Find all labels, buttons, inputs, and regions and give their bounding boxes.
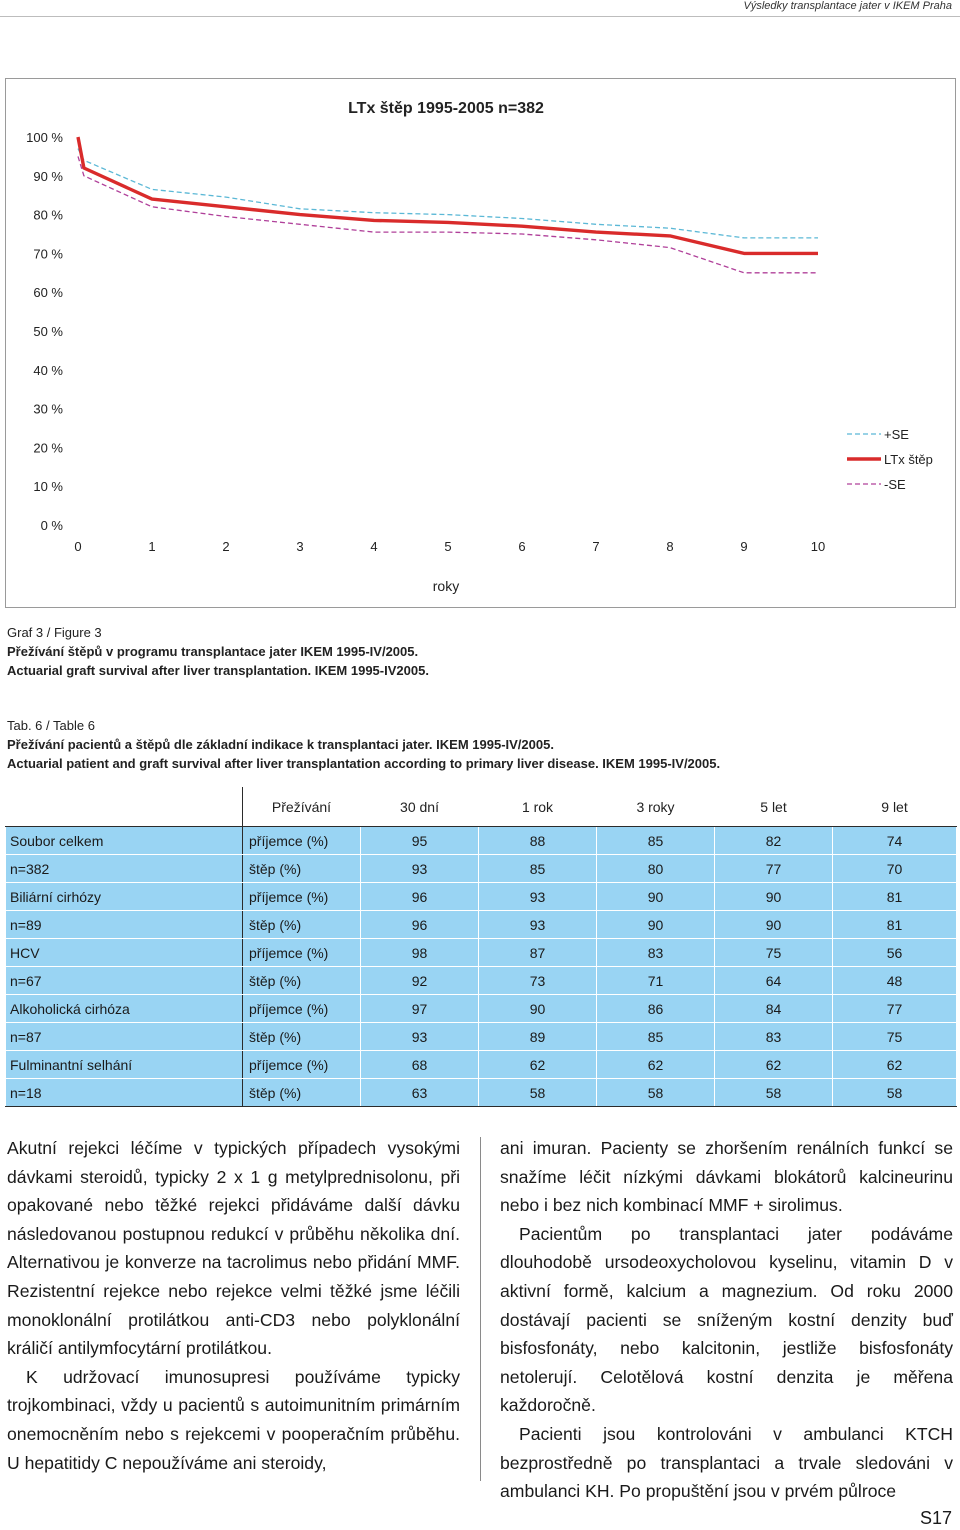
value-cell: 64 <box>715 967 833 995</box>
measure-cell: příjemce (%) <box>243 995 361 1023</box>
header-cell: 30 dní <box>361 788 479 827</box>
value-cell: 58 <box>715 1079 833 1107</box>
x-tick-label: 0 <box>74 539 82 554</box>
table-label: Tab. 6 / Table 6 <box>7 718 95 733</box>
paragraph: K udržovací imunosupresi používáme typicky trojkombinaci, vždy u pacientů s autoimunitním primárním onemocněním nebo s rejekcemi v pooperačním průběhu. U hepatitidy C nepoužíváme ani steroidy, <box>7 1366 460 1473</box>
header-cell <box>6 788 243 827</box>
x-axis-label: roky <box>432 578 460 594</box>
legend-label: +SE <box>884 427 909 442</box>
table-row <box>6 1051 957 1079</box>
value-cell: 68 <box>361 1051 479 1079</box>
value-cell: 58 <box>833 1079 957 1107</box>
value-cell: 71 <box>597 967 715 995</box>
chart-frame <box>5 78 956 608</box>
y-tick-label: 20 % <box>33 440 63 456</box>
survival-chart <box>6 79 955 607</box>
measure-cell: štěp (%) <box>243 1023 361 1051</box>
x-tick-label: 2 <box>222 539 230 554</box>
value-cell: 84 <box>715 995 833 1023</box>
row-label-cell: n=87 <box>6 1023 243 1051</box>
value-cell: 75 <box>833 1023 957 1051</box>
figure-title-cz: Přežívání štěpů v programu transplantace jater IKEM 1995-IV/2005. <box>7 644 419 659</box>
body-column-right <box>500 1134 953 1506</box>
value-cell: 92 <box>361 967 479 995</box>
row-label-cell: n=18 <box>6 1079 243 1107</box>
body-column-left <box>7 1134 460 1477</box>
table-row <box>6 1023 957 1051</box>
survival-table <box>5 787 957 1107</box>
value-cell: 85 <box>597 827 715 855</box>
y-tick-label: 40 % <box>33 362 63 378</box>
table-row <box>6 883 957 911</box>
table-row <box>6 967 957 995</box>
table-row <box>6 855 957 883</box>
x-tick-label: 9 <box>740 539 748 554</box>
value-cell: 90 <box>479 995 597 1023</box>
value-cell: 58 <box>597 1079 715 1107</box>
chart-title: LTx štěp 1995-2005 n=382 <box>348 100 544 117</box>
measure-cell: příjemce (%) <box>243 939 361 967</box>
paragraph: Pacientům po transplantaci jater podáváme dlouhodobě ursodeoxycholovou kyselinu, vitamin D v aktivní formě, kalcium a magnezium. Od roku 2000 dostávají pacienti se sníženým kostní denzity buď bisfosfonáty, nebo kalcitonin, jestliže bisfosfonáty netolerují. Celotělová kostní denzita je měřena každoročně. <box>500 1223 953 1416</box>
y-tick-label: 50 % <box>33 324 63 339</box>
column-rule <box>480 1137 481 1481</box>
row-label-cell: HCV <box>6 939 243 967</box>
table-title-cz: Přežívání pacientů a štěpů dle základní indikace k transplantaci jater. IKEM 1995-IV/2005. <box>7 737 554 752</box>
table-title-en: Actuarial patient and graft survival after liver transplantation according to primary liver disease. IKEM 1995-IV/2005. <box>7 756 721 771</box>
measure-cell: štěp (%) <box>243 1079 361 1107</box>
x-tick-label: 6 <box>518 539 526 554</box>
header-rule <box>0 16 960 17</box>
measure-cell: štěp (%) <box>243 855 361 883</box>
page-number: S17 <box>919 1508 952 1528</box>
value-cell: 96 <box>361 911 479 939</box>
value-cell: 96 <box>361 883 479 911</box>
y-tick-label: 100 % <box>26 130 63 145</box>
value-cell: 85 <box>479 855 597 883</box>
row-label-cell: n=67 <box>6 967 243 995</box>
value-cell: 81 <box>833 911 957 939</box>
value-cell: 98 <box>361 939 479 967</box>
value-cell: 82 <box>715 827 833 855</box>
y-tick-label: 10 % <box>33 479 63 495</box>
table-row <box>6 827 957 855</box>
value-cell: 74 <box>833 827 957 855</box>
paragraph: ani imuran. Pacienty se zhoršením renálních funkcí se snažíme léčit nízkými dávkami blokátorů kalcineurinu nebo i bez nich kombinací MMF + sirolimus. <box>500 1138 953 1216</box>
table-header-row <box>6 788 957 827</box>
value-cell: 85 <box>597 1023 715 1051</box>
header-cell: 9 let <box>833 788 957 827</box>
table-caption <box>7 716 720 773</box>
y-tick-label: 80 % <box>33 207 63 223</box>
x-tick-label: 10 <box>810 539 826 554</box>
row-label-cell: Biliární cirhózy <box>6 883 243 911</box>
value-cell: 62 <box>715 1051 833 1079</box>
legend-label: -SE <box>884 477 906 492</box>
value-cell: 77 <box>833 995 957 1023</box>
legend-label: LTx štěp <box>884 452 933 467</box>
measure-cell: štěp (%) <box>243 911 361 939</box>
value-cell: 62 <box>479 1051 597 1079</box>
y-tick-label: 30 % <box>33 401 63 417</box>
value-cell: 88 <box>479 827 597 855</box>
value-cell: 62 <box>597 1051 715 1079</box>
row-label-cell: n=382 <box>6 855 243 883</box>
measure-cell: příjemce (%) <box>243 1051 361 1079</box>
x-tick-label: 5 <box>444 539 452 554</box>
value-cell: 93 <box>361 1023 479 1051</box>
x-tick-label: 8 <box>666 539 674 554</box>
table-row <box>6 995 957 1023</box>
table-row <box>6 911 957 939</box>
series-line-0 <box>78 149 818 238</box>
y-tick-label: 0 % <box>40 518 63 533</box>
paragraph: Pacienti jsou kontrolováni v ambulanci KTCH bezprostředně po transplantaci a trvale sledováni v ambulanci KH. Po propuštění jsou v prvém půlroce <box>500 1423 953 1502</box>
value-cell: 93 <box>479 883 597 911</box>
row-label-cell: n=89 <box>6 911 243 939</box>
value-cell: 87 <box>479 939 597 967</box>
value-cell: 97 <box>361 995 479 1023</box>
figure-caption <box>7 623 429 680</box>
value-cell: 89 <box>479 1023 597 1051</box>
value-cell: 90 <box>597 911 715 939</box>
x-tick-label: 3 <box>296 539 304 554</box>
y-tick-label: 90 % <box>33 168 63 184</box>
value-cell: 83 <box>597 939 715 967</box>
x-tick-label: 1 <box>148 539 156 554</box>
header-cell: 1 rok <box>479 788 597 827</box>
value-cell: 95 <box>361 827 479 855</box>
value-cell: 73 <box>479 967 597 995</box>
value-cell: 56 <box>833 939 957 967</box>
value-cell: 93 <box>479 911 597 939</box>
running-head: Výsledky transplantace jater v IKEM Praha <box>743 0 952 12</box>
row-label-cell: Soubor celkem <box>6 827 243 855</box>
x-tick-label: 4 <box>370 539 378 554</box>
value-cell: 48 <box>833 967 957 995</box>
value-cell: 58 <box>479 1079 597 1107</box>
header-cell: 3 roky <box>597 788 715 827</box>
measure-cell: štěp (%) <box>243 967 361 995</box>
figure-title-en: Actuarial graft survival after liver transplantation. IKEM 1995-IV2005. <box>7 663 429 678</box>
value-cell: 70 <box>833 855 957 883</box>
y-tick-label: 70 % <box>33 246 63 262</box>
value-cell: 83 <box>715 1023 833 1051</box>
value-cell: 80 <box>597 855 715 883</box>
series-line-1 <box>78 137 818 253</box>
value-cell: 75 <box>715 939 833 967</box>
x-tick-label: 7 <box>592 539 600 554</box>
value-cell: 77 <box>715 855 833 883</box>
y-tick-label: 60 % <box>33 285 63 301</box>
value-cell: 90 <box>597 883 715 911</box>
table-row <box>6 1079 957 1107</box>
value-cell: 93 <box>361 855 479 883</box>
value-cell: 86 <box>597 995 715 1023</box>
row-label-cell: Fulminantní selhání <box>6 1051 243 1079</box>
row-label-cell: Alkoholická cirhóza <box>6 995 243 1023</box>
measure-cell: příjemce (%) <box>243 883 361 911</box>
value-cell: 62 <box>833 1051 957 1079</box>
measure-cell: příjemce (%) <box>243 827 361 855</box>
header-cell: 5 let <box>715 788 833 827</box>
table-row <box>6 939 957 967</box>
paragraph: Akutní rejekci léčíme v typických případech vysokými dávkami steroidů, typicky 2 x 1 g metylprednisolonu, při opakované nebo těžké rejekci přidáváme další dávku následovanou postupnou redukcí v průběhu několika dní. Alternativou je konverze na tacrolimus nebo přidání MMF. Rezistentní rejekce nebo rejekce velmi těžké jsme léčili monoklonální protilátkou anti-CD3 nebo polyklonální králičí antilymfocytární protilátkou. <box>7 1138 460 1359</box>
value-cell: 81 <box>833 883 957 911</box>
value-cell: 90 <box>715 911 833 939</box>
header-cell: Přežívání <box>243 788 361 827</box>
value-cell: 63 <box>361 1079 479 1107</box>
figure-label: Graf 3 / Figure 3 <box>7 625 102 640</box>
value-cell: 90 <box>715 883 833 911</box>
